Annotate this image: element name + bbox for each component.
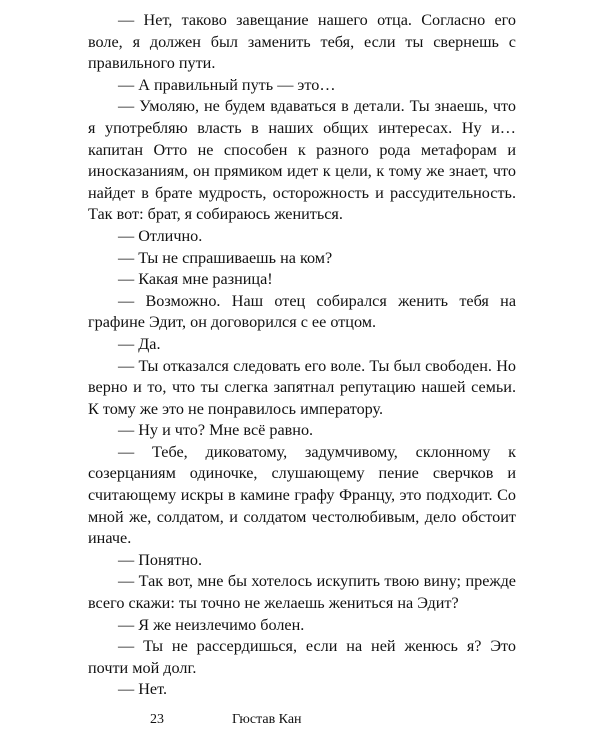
paragraph: — Ты не рассердишься, если на ней женюсь я? Это почти мой долг. [88,637,516,677]
paragraph: — Понятно. [118,550,203,569]
page-number: 23 [150,712,164,727]
paragraph: — Отлично. [118,226,203,245]
body-text [88,10,516,701]
running-footer-author: Гюстав Кан [232,712,302,727]
paragraph: — Ты отказался следовать его воле. Ты был свободен. Но верно и то, что ты слегка запятнал репутацию нашей семьи. К тому же это не понравилось императору. [88,356,516,418]
paragraph: — Возможно. Наш отец собирался женить тебя на графине Эдит, он договорился с ее отцом. [88,291,516,332]
paragraph: — Ты не спрашиваешь на ком? [118,248,333,267]
paragraph: — Ну и что? Мне всё равно. [118,421,314,440]
paragraph: — Тебе, диковатому, задумчивому, склонному к созерцаниям одиночке, слушающему пение сверчков и считающему искры в камине графу Францу, это подходит. Со мной же, солдатом, и солдатом честолюбивым, дело обстоит иначе. [88,442,516,548]
paragraph: — Я же неизлечимо болен. [118,615,305,634]
paragraph: — Умоляю, не будем вдаваться в детали. Ты знаешь, что я употребляю власть в наших общих интересах. Ну и… капитан Отто не способен к разного рода метафорам и иносказаниям, он прямиком идет к цели, к тому же знает, что найдет в брате мудрость, осторожность и рассудительность. Так вот: брат, я собираюсь жениться. [88,97,516,224]
paragraph: — Нет. [118,680,168,699]
paragraph: — Какая мне разница! [118,270,273,289]
paragraph: — Так вот, мне бы хотелось искупить твою вину; прежде всего скажи: ты точно не желаешь жениться на Эдит? [88,572,516,613]
paragraph: — Да. [118,334,161,353]
paragraph: — Нет, таково завещание нашего отца. Согласно его воле, я должен был заменить тебя, если ты свернешь с правильного пути. [88,11,516,73]
paragraph: — А правильный путь — это… [118,75,336,94]
